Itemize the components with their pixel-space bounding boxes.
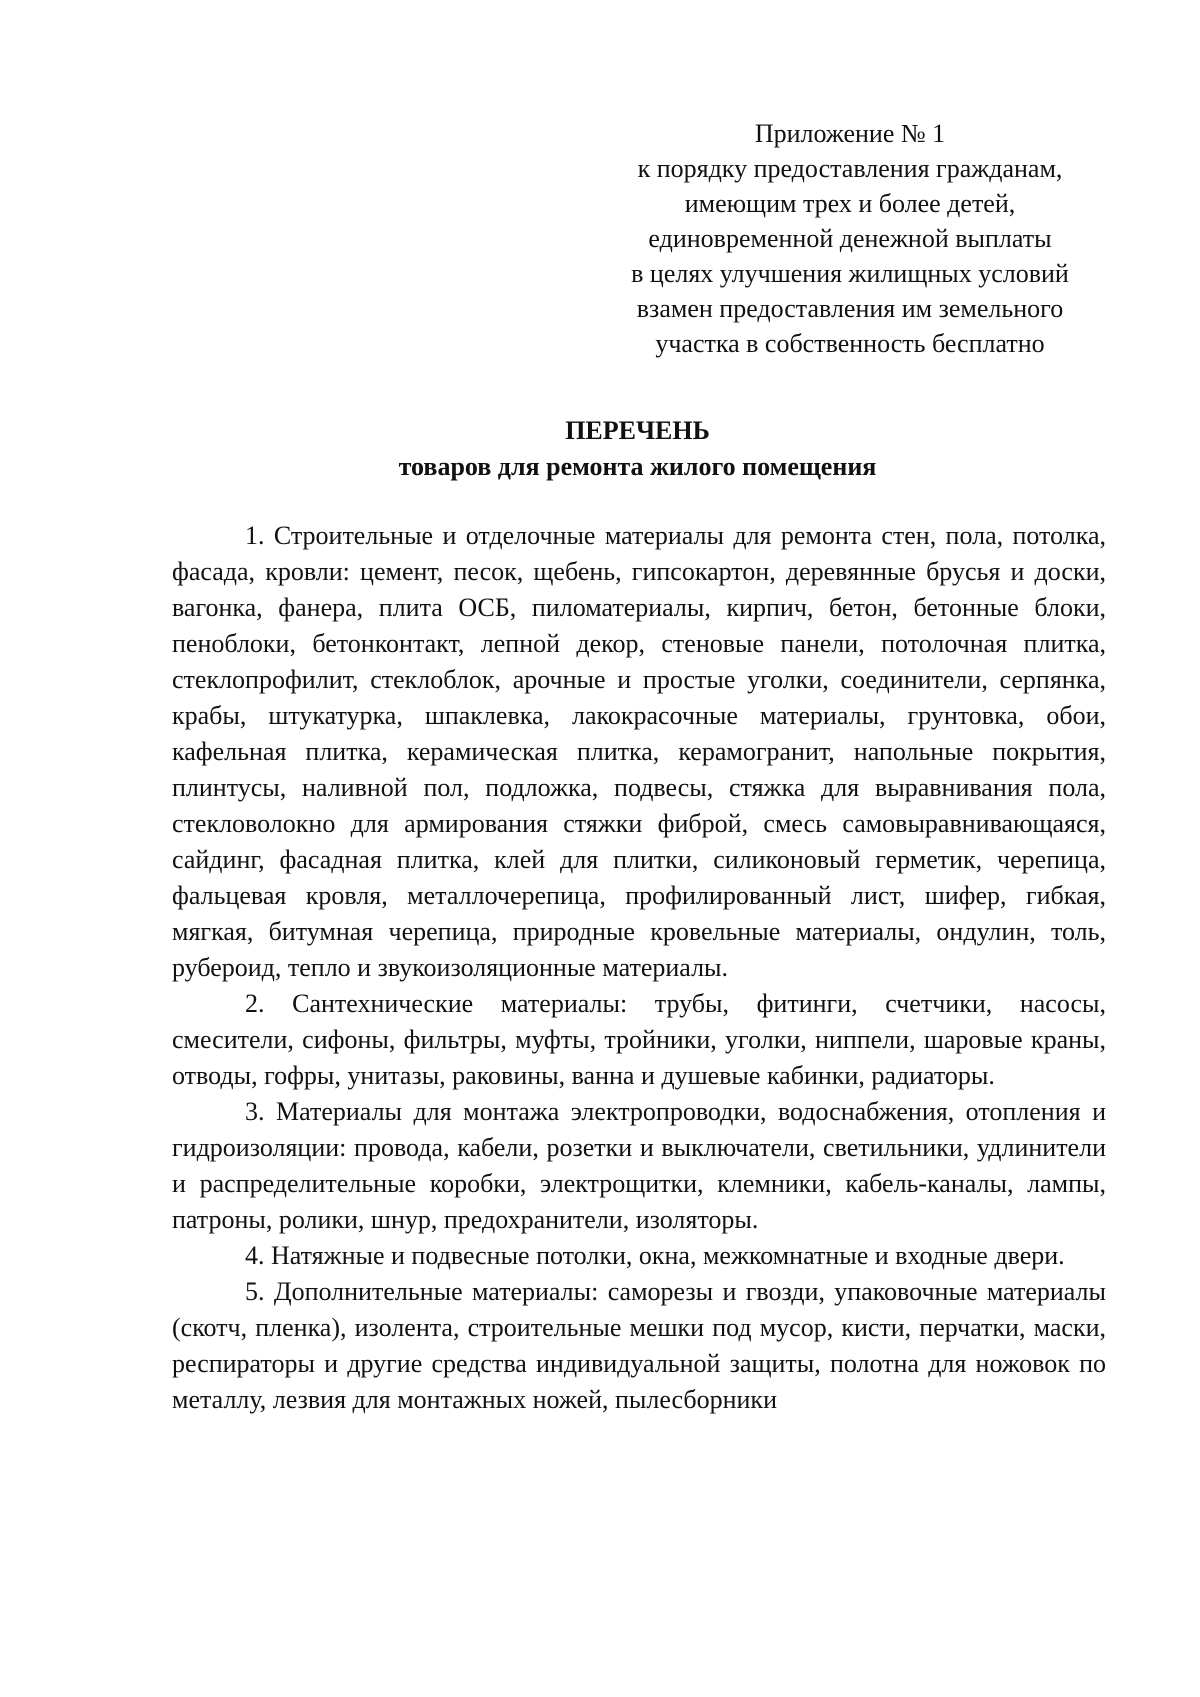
document-body: [172, 518, 1106, 1418]
annex-line: к порядку предоставления гражданам,: [637, 154, 1063, 183]
document-title: [170, 413, 1105, 485]
annex-line: единовременной денежной выплаты: [648, 224, 1052, 253]
annex-line: в целях улучшения жилищных условий: [631, 259, 1069, 288]
list-item-1: 1. Строительные и отделочные материалы для ремонта стен, пола, потолка, фасада, кровли: цемент, песок, щебень, гипсокартон, деревянные брусья и доски, вагонка, фанера, плита ОСБ, пиломатериалы, кирпич, бетон, бетонные блоки, пеноблоки, бетонконтакт, лепной декор, стеновые панели, потолочная плитка, стеклопрофилит, стеклоблок, арочные и простые уголки, соединители, серпянка, крабы, штукатурка, шпаклевка, лакокрасочные материалы, грунтовка, обои, кафельная плитка, керамическая плитка, керамогранит, напольные покрытия, плинтусы, наливной пол, подложка, подвесы, стяжка для выравнивания пола, стекловолокно для армирования стяжки фиброй, смесь самовыравнивающаяся, сайдинг, фасадная плитка, клей для плитки, силиконовый герметик, черепица, фальцевая кровля, металлочерепица, профилированный лист, шифер, гибкая, мягкая, битумная черепица, природные кровельные материалы, ондулин, толь, рубероид, тепло и звукоизоляционные материалы.: [172, 521, 1106, 982]
list-item-2: 2. Сантехнические материалы: трубы, фитинги, счетчики, насосы, смесители, сифоны, фильтры, муфты, тройники, уголки, ниппели, шаровые краны, отводы, гофры, унитазы, раковины, ванна и душевые кабинки, радиаторы.: [172, 989, 1106, 1090]
annex-line: участка в собственность бесплатно: [655, 329, 1045, 358]
list-item-5: 5. Дополнительные материалы: саморезы и гвозди, упаковочные материалы (скотч, пленка), изолента, строительные мешки под мусор, кисти, перчатки, маски, респираторы и другие средства индивидуальной защиты, полотна для ножовок по металлу, лезвия для монтажных ножей, пылесборники: [172, 1277, 1106, 1414]
annex-line: Приложение № 1: [754, 119, 946, 148]
list-item-3: 3. Материалы для монтажа электропроводки, водоснабжения, отопления и гидроизоляции: провода, кабели, розетки и выключатели, светильники, удлинители и распределительные коробки, электрощитки, клемники, кабель-каналы, лампы, патроны, ролики, шнур, предохранители, изоляторы.: [172, 1097, 1106, 1234]
annex-line: имеющим трех и более детей,: [684, 189, 1016, 218]
list-item-4: 4. Натяжные и подвесные потолки, окна, межкомнатные и входные двери.: [245, 1241, 1065, 1270]
title-subheading: товаров для ремонта жилого помещения: [398, 452, 877, 481]
title-heading: ПЕРЕЧЕНЬ: [565, 416, 710, 445]
annex-line: взамен предоставления им земельного: [636, 294, 1064, 323]
annex-header: [600, 116, 1100, 361]
